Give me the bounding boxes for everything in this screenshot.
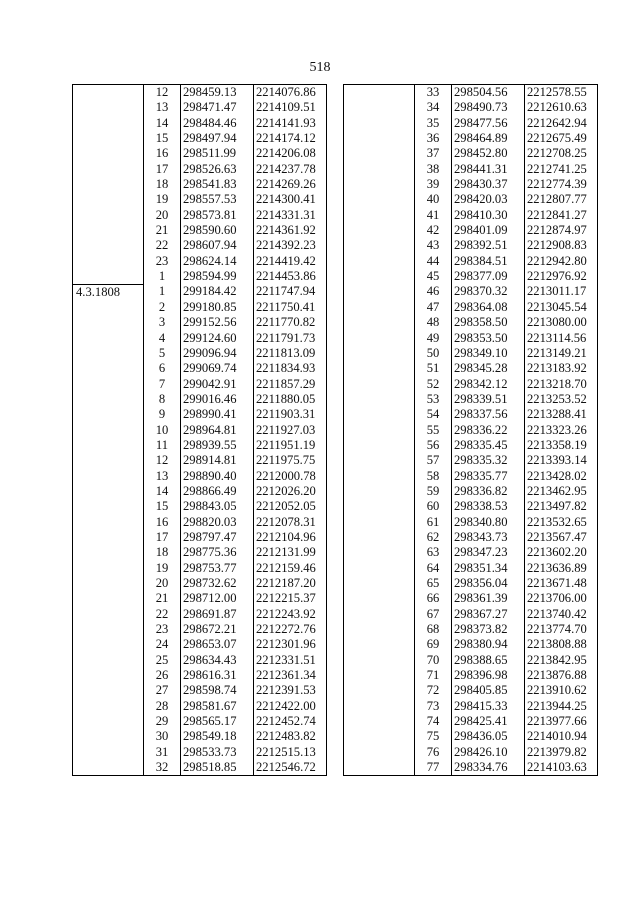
point-number-cell: 29 (144, 714, 181, 729)
x-coordinate-cell: 298342.12 (452, 377, 525, 392)
point-number-cell: 30 (144, 729, 181, 744)
parcel-label (73, 85, 144, 285)
x-coordinate-cell: 299184.42 (181, 284, 254, 299)
point-number-cell: 33 (415, 85, 452, 101)
y-coordinate-cell: 2213876.88 (525, 668, 598, 683)
point-number-cell: 64 (415, 561, 452, 576)
point-number-cell: 37 (415, 146, 452, 161)
y-coordinate-cell: 2212452.74 (254, 714, 327, 729)
point-number-cell: 10 (144, 423, 181, 438)
x-coordinate-cell: 298490.73 (452, 100, 525, 115)
point-number-cell: 32 (144, 760, 181, 776)
y-coordinate-cell: 2212159.46 (254, 561, 327, 576)
point-number-cell: 23 (144, 254, 181, 269)
x-coordinate-cell: 298401.09 (452, 223, 525, 238)
y-coordinate-cell: 2213842.95 (525, 653, 598, 668)
y-coordinate-cell: 2214103.63 (525, 760, 598, 776)
y-coordinate-cell: 2211750.41 (254, 300, 327, 315)
point-number-cell: 61 (415, 515, 452, 530)
x-coordinate-cell: 299016.46 (181, 392, 254, 407)
point-number-cell: 77 (415, 760, 452, 776)
point-number-cell: 21 (144, 223, 181, 238)
x-coordinate-cell: 298464.89 (452, 131, 525, 146)
point-number-cell: 42 (415, 223, 452, 238)
point-number-cell: 15 (144, 131, 181, 146)
point-number-cell: 1 (144, 284, 181, 299)
y-coordinate-cell: 2211857.29 (254, 377, 327, 392)
x-coordinate-cell: 298425.41 (452, 714, 525, 729)
x-coordinate-cell: 298335.32 (452, 453, 525, 468)
y-coordinate-cell: 2212908.83 (525, 238, 598, 253)
point-number-cell: 47 (415, 300, 452, 315)
point-number-cell: 7 (144, 377, 181, 392)
x-coordinate-cell: 298380.94 (452, 637, 525, 652)
point-number-cell: 41 (415, 208, 452, 223)
point-number-cell: 38 (415, 162, 452, 177)
x-coordinate-cell: 298573.81 (181, 208, 254, 223)
x-coordinate-cell: 298392.51 (452, 238, 525, 253)
x-coordinate-cell: 298351.34 (452, 561, 525, 576)
y-coordinate-cell: 2212391.53 (254, 683, 327, 698)
x-coordinate-cell: 298672.21 (181, 622, 254, 637)
point-number-cell: 22 (144, 607, 181, 622)
y-coordinate-cell: 2213045.54 (525, 300, 598, 315)
x-coordinate-cell: 298396.98 (452, 668, 525, 683)
y-coordinate-cell: 2211813.09 (254, 346, 327, 361)
point-number-cell: 24 (144, 637, 181, 652)
point-number-cell: 51 (415, 361, 452, 376)
point-number-cell: 36 (415, 131, 452, 146)
point-number-cell: 25 (144, 653, 181, 668)
point-number-cell: 53 (415, 392, 452, 407)
y-coordinate-cell: 2212874.97 (525, 223, 598, 238)
point-number-cell: 18 (144, 545, 181, 560)
y-coordinate-cell: 2212675.49 (525, 131, 598, 146)
x-coordinate-cell: 298373.82 (452, 622, 525, 637)
y-coordinate-cell: 2214361.92 (254, 223, 327, 238)
x-coordinate-cell: 298336.22 (452, 423, 525, 438)
y-coordinate-cell: 2214141.93 (254, 116, 327, 131)
y-coordinate-cell: 2213774.70 (525, 622, 598, 637)
point-number-cell: 6 (144, 361, 181, 376)
x-coordinate-cell: 298356.04 (452, 576, 525, 591)
x-coordinate-cell: 298336.82 (452, 484, 525, 499)
y-coordinate-cell: 2212301.96 (254, 637, 327, 652)
y-coordinate-cell: 2213636.89 (525, 561, 598, 576)
x-coordinate-cell: 298353.50 (452, 331, 525, 346)
x-coordinate-cell: 298526.63 (181, 162, 254, 177)
y-coordinate-cell: 2212052.05 (254, 499, 327, 514)
point-number-cell: 56 (415, 438, 452, 453)
y-coordinate-cell: 2211880.05 (254, 392, 327, 407)
x-coordinate-cell: 298990.41 (181, 407, 254, 422)
x-coordinate-cell: 298866.49 (181, 484, 254, 499)
point-number-cell: 52 (415, 377, 452, 392)
y-coordinate-cell: 2213462.95 (525, 484, 598, 499)
x-coordinate-cell: 298549.18 (181, 729, 254, 744)
y-coordinate-cell: 2211834.93 (254, 361, 327, 376)
y-coordinate-cell: 2212515.13 (254, 745, 327, 760)
y-coordinate-cell: 2213808.88 (525, 637, 598, 652)
y-coordinate-cell: 2212976.92 (525, 269, 598, 284)
point-number-cell: 26 (144, 668, 181, 683)
x-coordinate-cell: 298504.56 (452, 85, 525, 101)
y-coordinate-cell: 2212807.77 (525, 192, 598, 207)
y-coordinate-cell: 2213218.70 (525, 377, 598, 392)
y-coordinate-cell: 2213979.82 (525, 745, 598, 760)
point-number-cell: 76 (415, 745, 452, 760)
point-number-cell: 57 (415, 453, 452, 468)
x-coordinate-cell: 298410.30 (452, 208, 525, 223)
point-number-cell: 40 (415, 192, 452, 207)
x-coordinate-cell: 298377.09 (452, 269, 525, 284)
y-coordinate-cell: 2213567.47 (525, 530, 598, 545)
x-coordinate-cell: 298581.67 (181, 699, 254, 714)
parcel-label: 4.3.1808 (73, 284, 144, 776)
y-coordinate-cell: 2212578.55 (525, 85, 598, 101)
x-coordinate-cell: 298420.03 (452, 192, 525, 207)
point-number-cell: 48 (415, 315, 452, 330)
point-number-cell: 3 (144, 315, 181, 330)
x-coordinate-cell: 298477.56 (452, 116, 525, 131)
point-number-cell: 63 (415, 545, 452, 560)
point-number-cell: 66 (415, 591, 452, 606)
y-coordinate-cell: 2211975.75 (254, 453, 327, 468)
x-coordinate-cell: 298590.60 (181, 223, 254, 238)
x-coordinate-cell: 299124.60 (181, 331, 254, 346)
point-number-cell: 18 (144, 177, 181, 192)
x-coordinate-cell: 298890.40 (181, 469, 254, 484)
x-coordinate-cell: 298340.80 (452, 515, 525, 530)
y-coordinate-cell: 2213910.62 (525, 683, 598, 698)
y-coordinate-cell: 2213532.65 (525, 515, 598, 530)
point-number-cell: 27 (144, 683, 181, 698)
point-number-cell: 59 (415, 484, 452, 499)
point-number-cell: 73 (415, 699, 452, 714)
point-number-cell: 19 (144, 561, 181, 576)
point-number-cell: 67 (415, 607, 452, 622)
point-number-cell: 12 (144, 85, 181, 101)
x-coordinate-cell: 298415.33 (452, 699, 525, 714)
point-number-cell: 65 (415, 576, 452, 591)
y-coordinate-cell: 2212422.00 (254, 699, 327, 714)
x-coordinate-cell: 298345.28 (452, 361, 525, 376)
y-coordinate-cell: 2212272.76 (254, 622, 327, 637)
x-coordinate-cell: 298347.23 (452, 545, 525, 560)
point-number-cell: 44 (415, 254, 452, 269)
x-coordinate-cell: 298384.51 (452, 254, 525, 269)
y-coordinate-cell: 2212000.78 (254, 469, 327, 484)
x-coordinate-cell: 298616.31 (181, 668, 254, 683)
x-coordinate-cell: 298338.53 (452, 499, 525, 514)
y-coordinate-cell: 2213740.42 (525, 607, 598, 622)
x-coordinate-cell: 298624.14 (181, 254, 254, 269)
x-coordinate-cell: 298557.53 (181, 192, 254, 207)
x-coordinate-cell: 298497.94 (181, 131, 254, 146)
point-number-cell: 1 (144, 269, 181, 284)
x-coordinate-cell: 298335.77 (452, 469, 525, 484)
point-number-cell: 17 (144, 162, 181, 177)
x-coordinate-cell: 298797.47 (181, 530, 254, 545)
point-number-cell: 9 (144, 407, 181, 422)
point-number-cell: 70 (415, 653, 452, 668)
x-coordinate-cell: 298634.43 (181, 653, 254, 668)
y-coordinate-cell: 2214206.08 (254, 146, 327, 161)
point-number-cell: 17 (144, 530, 181, 545)
y-coordinate-cell: 2212841.27 (525, 208, 598, 223)
point-number-cell: 45 (415, 269, 452, 284)
point-number-cell: 21 (144, 591, 181, 606)
y-coordinate-cell: 2213358.19 (525, 438, 598, 453)
x-coordinate-cell: 299042.91 (181, 377, 254, 392)
x-coordinate-cell: 298775.36 (181, 545, 254, 560)
y-coordinate-cell: 2214419.42 (254, 254, 327, 269)
x-coordinate-cell: 298691.87 (181, 607, 254, 622)
x-coordinate-cell: 299096.94 (181, 346, 254, 361)
y-coordinate-cell: 2214010.94 (525, 729, 598, 744)
y-coordinate-cell: 2213497.82 (525, 499, 598, 514)
coordinate-table-right (343, 84, 598, 776)
y-coordinate-cell: 2212026.20 (254, 484, 327, 499)
y-coordinate-cell: 2212546.72 (254, 760, 327, 776)
page-number: 518 (309, 60, 331, 75)
x-coordinate-cell: 298541.83 (181, 177, 254, 192)
point-number-cell: 16 (144, 515, 181, 530)
x-coordinate-cell: 298518.85 (181, 760, 254, 776)
y-coordinate-cell: 2212642.94 (525, 116, 598, 131)
x-coordinate-cell: 298334.76 (452, 760, 525, 776)
y-coordinate-cell: 2212708.25 (525, 146, 598, 161)
y-coordinate-cell: 2212104.96 (254, 530, 327, 545)
x-coordinate-cell: 298594.99 (181, 269, 254, 284)
point-number-cell: 58 (415, 469, 452, 484)
y-coordinate-cell: 2213011.17 (525, 284, 598, 299)
point-number-cell: 34 (415, 100, 452, 115)
point-number-cell: 69 (415, 637, 452, 652)
y-coordinate-cell: 2212774.39 (525, 177, 598, 192)
y-coordinate-cell: 2213080.00 (525, 315, 598, 330)
y-coordinate-cell: 2213602.20 (525, 545, 598, 560)
point-number-cell: 19 (144, 192, 181, 207)
y-coordinate-cell: 2214174.12 (254, 131, 327, 146)
x-coordinate-cell: 298361.39 (452, 591, 525, 606)
y-coordinate-cell: 2213323.26 (525, 423, 598, 438)
y-coordinate-cell: 2214109.51 (254, 100, 327, 115)
point-number-cell: 72 (415, 683, 452, 698)
point-number-cell: 5 (144, 346, 181, 361)
parcel-label (344, 85, 415, 776)
x-coordinate-cell: 299069.74 (181, 361, 254, 376)
x-coordinate-cell: 298339.51 (452, 392, 525, 407)
point-number-cell: 74 (415, 714, 452, 729)
y-coordinate-cell: 2214392.23 (254, 238, 327, 253)
x-coordinate-cell: 298964.81 (181, 423, 254, 438)
x-coordinate-cell: 298843.05 (181, 499, 254, 514)
y-coordinate-cell: 2214076.86 (254, 85, 327, 101)
x-coordinate-cell: 298511.99 (181, 146, 254, 161)
point-number-cell: 68 (415, 622, 452, 637)
y-coordinate-cell: 2214300.41 (254, 192, 327, 207)
y-coordinate-cell: 2211770.82 (254, 315, 327, 330)
table-row (73, 284, 327, 299)
point-number-cell: 13 (144, 100, 181, 115)
point-number-cell: 2 (144, 300, 181, 315)
x-coordinate-cell: 298712.00 (181, 591, 254, 606)
x-coordinate-cell: 298598.74 (181, 683, 254, 698)
x-coordinate-cell: 298565.17 (181, 714, 254, 729)
y-coordinate-cell: 2214331.31 (254, 208, 327, 223)
y-coordinate-cell: 2213149.21 (525, 346, 598, 361)
point-number-cell: 8 (144, 392, 181, 407)
x-coordinate-cell: 298459.13 (181, 85, 254, 101)
point-number-cell: 15 (144, 499, 181, 514)
x-coordinate-cell: 298484.46 (181, 116, 254, 131)
y-coordinate-cell: 2213977.66 (525, 714, 598, 729)
point-number-cell: 43 (415, 238, 452, 253)
y-coordinate-cell: 2212187.20 (254, 576, 327, 591)
x-coordinate-cell: 299180.85 (181, 300, 254, 315)
y-coordinate-cell: 2214453.86 (254, 269, 327, 284)
point-number-cell: 35 (415, 116, 452, 131)
point-number-cell: 50 (415, 346, 452, 361)
x-coordinate-cell: 299152.56 (181, 315, 254, 330)
x-coordinate-cell: 298914.81 (181, 453, 254, 468)
y-coordinate-cell: 2212483.82 (254, 729, 327, 744)
x-coordinate-cell: 298370.32 (452, 284, 525, 299)
point-number-cell: 22 (144, 238, 181, 253)
point-number-cell: 13 (144, 469, 181, 484)
x-coordinate-cell: 298337.56 (452, 407, 525, 422)
x-coordinate-cell: 298349.10 (452, 346, 525, 361)
point-number-cell: 16 (144, 146, 181, 161)
x-coordinate-cell: 298653.07 (181, 637, 254, 652)
x-coordinate-cell: 298533.73 (181, 745, 254, 760)
x-coordinate-cell: 298452.80 (452, 146, 525, 161)
y-coordinate-cell: 2213671.48 (525, 576, 598, 591)
point-number-cell: 14 (144, 484, 181, 499)
point-number-cell: 11 (144, 438, 181, 453)
y-coordinate-cell: 2213183.92 (525, 361, 598, 376)
y-coordinate-cell: 2213944.25 (525, 699, 598, 714)
x-coordinate-cell: 298441.31 (452, 162, 525, 177)
table-row (344, 85, 598, 101)
y-coordinate-cell: 2213288.41 (525, 407, 598, 422)
point-number-cell: 23 (144, 622, 181, 637)
x-coordinate-cell: 298388.65 (452, 653, 525, 668)
x-coordinate-cell: 298607.94 (181, 238, 254, 253)
point-number-cell: 75 (415, 729, 452, 744)
x-coordinate-cell: 298426.10 (452, 745, 525, 760)
x-coordinate-cell: 298753.77 (181, 561, 254, 576)
x-coordinate-cell: 298358.50 (452, 315, 525, 330)
x-coordinate-cell: 298436.05 (452, 729, 525, 744)
y-coordinate-cell: 2213393.14 (525, 453, 598, 468)
x-coordinate-cell: 298367.27 (452, 607, 525, 622)
y-coordinate-cell: 2212741.25 (525, 162, 598, 177)
x-coordinate-cell: 298335.45 (452, 438, 525, 453)
point-number-cell: 55 (415, 423, 452, 438)
y-coordinate-cell: 2211951.19 (254, 438, 327, 453)
y-coordinate-cell: 2211747.94 (254, 284, 327, 299)
x-coordinate-cell: 298820.03 (181, 515, 254, 530)
coordinate-table-left (72, 84, 327, 776)
y-coordinate-cell: 2213706.00 (525, 591, 598, 606)
y-coordinate-cell: 2214269.26 (254, 177, 327, 192)
point-number-cell: 60 (415, 499, 452, 514)
y-coordinate-cell: 2212610.63 (525, 100, 598, 115)
point-number-cell: 46 (415, 284, 452, 299)
x-coordinate-cell: 298471.47 (181, 100, 254, 115)
table-row (73, 85, 327, 101)
point-number-cell: 49 (415, 331, 452, 346)
y-coordinate-cell: 2212243.92 (254, 607, 327, 622)
y-coordinate-cell: 2212215.37 (254, 591, 327, 606)
y-coordinate-cell: 2212078.31 (254, 515, 327, 530)
y-coordinate-cell: 2212331.51 (254, 653, 327, 668)
y-coordinate-cell: 2213428.02 (525, 469, 598, 484)
y-coordinate-cell: 2211903.31 (254, 407, 327, 422)
point-number-cell: 20 (144, 208, 181, 223)
x-coordinate-cell: 298732.62 (181, 576, 254, 591)
y-coordinate-cell: 2211791.73 (254, 331, 327, 346)
point-number-cell: 4 (144, 331, 181, 346)
point-number-cell: 71 (415, 668, 452, 683)
y-coordinate-cell: 2212942.80 (525, 254, 598, 269)
point-number-cell: 28 (144, 699, 181, 714)
point-number-cell: 12 (144, 453, 181, 468)
x-coordinate-cell: 298430.37 (452, 177, 525, 192)
point-number-cell: 62 (415, 530, 452, 545)
x-coordinate-cell: 298405.85 (452, 683, 525, 698)
y-coordinate-cell: 2212361.34 (254, 668, 327, 683)
point-number-cell: 20 (144, 576, 181, 591)
x-coordinate-cell: 298939.55 (181, 438, 254, 453)
x-coordinate-cell: 298343.73 (452, 530, 525, 545)
point-number-cell: 39 (415, 177, 452, 192)
x-coordinate-cell: 298364.08 (452, 300, 525, 315)
y-coordinate-cell: 2213253.52 (525, 392, 598, 407)
y-coordinate-cell: 2213114.56 (525, 331, 598, 346)
point-number-cell: 54 (415, 407, 452, 422)
y-coordinate-cell: 2212131.99 (254, 545, 327, 560)
y-coordinate-cell: 2211927.03 (254, 423, 327, 438)
point-number-cell: 14 (144, 116, 181, 131)
y-coordinate-cell: 2214237.78 (254, 162, 327, 177)
point-number-cell: 31 (144, 745, 181, 760)
